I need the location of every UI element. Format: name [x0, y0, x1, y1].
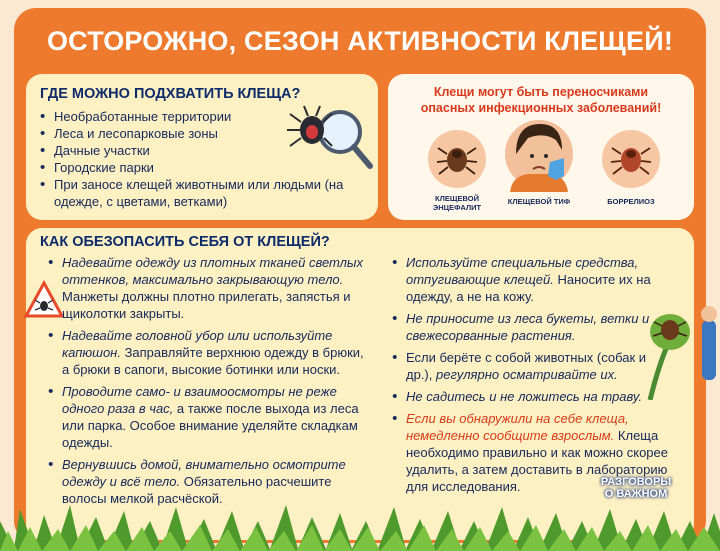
logo-line1: РАЗГОВОРЫ [600, 476, 672, 488]
disease-typhus: КЛЕЩЕВОЙ ТИФ [507, 197, 571, 206]
tick-icon [428, 130, 486, 188]
list-item: • Если берёте с собой животных (собак и др.), регулярно осматривайте их. [392, 349, 656, 383]
list-item: • Надевайте головной убор или используйте капюшон. Заправляйте верхнюю одежду в брюки, а брюки в сапоги, высокие ботинки или носки. [48, 327, 366, 378]
list-item: • Леса и лесопарковые зоны [40, 125, 280, 142]
borreliosis-circle [602, 130, 660, 188]
list-item: • Не приносите из леса букеты, ветки и свежесорванные растения. [392, 310, 676, 344]
tips-right-list [392, 254, 676, 500]
list-item: • Проводите само- и взаимоосмотры не реже одного раза в час, а также после выхода из леса или парка. Особое внимание уделяйте складкам одежды. [48, 383, 366, 451]
worried-boy-icon [500, 114, 578, 192]
warning-item: • Если вы обнаружили на себе клеща, немедленно сообщите взрослым. Клеща необходимо правильно и как можно скорее удалить, а затем доставить в лабораторию для исследования. [392, 410, 676, 495]
list-item: • Дачные участки [40, 142, 280, 159]
where-heading: ГДЕ МОЖНО ПОДХВАТИТЬ КЛЕЩА? [40, 86, 301, 102]
poster [14, 8, 706, 543]
list-item: • Городские парки [40, 159, 280, 176]
list-item: • При заносе клещей животными или людьми (на одежде, с цветами, ветками) [40, 176, 384, 210]
tick-magnifier-icon [282, 102, 374, 172]
list-item: • Необработанные территории [40, 108, 280, 125]
where-list [40, 108, 344, 210]
list-item: • Используйте специальные средства, отпугивающие клещей. Наносите их на одежду, а не на кожу. [392, 254, 676, 305]
encephalitis-circle [428, 130, 486, 188]
page-title: ОСТОРОЖНО, СЕЗОН АКТИВНОСТИ КЛЕЩЕЙ! [46, 26, 674, 56]
carriers-title: Клещи могут быть переносчиками опасных инфекционных заболеваний! [420, 85, 662, 115]
list-item: • Не садитесь и не ложитесь на траву. [392, 388, 676, 405]
grass-decoration [0, 491, 720, 551]
list-item: • Вернувшись домой, внимательно осмотрите одежду и всё тело. Обязательно расчешите волосы мелкой расчёской. [48, 456, 366, 507]
logo [590, 476, 682, 500]
tick-icon [602, 130, 660, 188]
logo-line2: О ВАЖНОМ [604, 488, 668, 500]
disease-borreliosis: БОРРЕЛИОЗ [607, 197, 655, 206]
list-item: • Надевайте одежду из плотных тканей светлых оттенков, максимально закрывающую тело. Манжеты должны плотно прилегать, запястья и щиколотки закрыты. [48, 254, 366, 322]
where-panel [26, 74, 378, 220]
tips-left-list [48, 254, 366, 512]
carriers-panel [388, 74, 694, 220]
tick-on-plant-icon [640, 300, 720, 400]
disease-encephalitis: КЛЕЩЕВОЙ ЭНЦЕФАЛИТ [432, 194, 482, 212]
protect-heading: КАК ОБЕЗОПАСИТЬ СЕБЯ ОТ КЛЕЩЕЙ? [40, 234, 330, 250]
